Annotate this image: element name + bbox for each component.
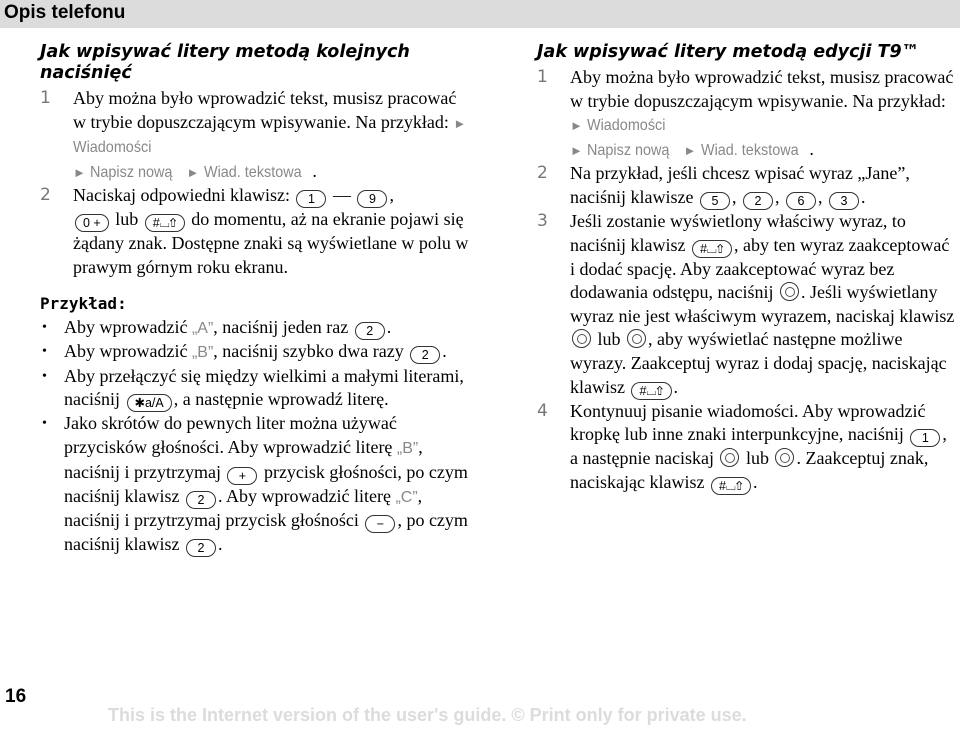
key-0-icon: 0 + [75,214,109,232]
menu-path-item: Napisz nową [90,163,173,181]
step-text: lub [597,329,621,350]
step-text: do momentu, aż na ekranie pojawi się żądany znak. Dostępne znaki są wyświetlane w polu w prawym górnym roku ekranu. [73,209,469,277]
step-text: , a następnie naciskaj [570,424,947,469]
navigation-key-right-icon [780,282,799,301]
step-text: . Jeśli wyświetlany wyraz nie jest właściwym wyrazem, naciskaj klawisz [570,282,955,326]
right-step-1 [537,66,957,162]
navigation-key-down-icon [572,329,591,348]
letter-sample: „B” [396,439,419,457]
menu-path-item: Wiad. tekstowa [700,141,799,159]
navigation-key-up-icon [720,448,739,467]
bullet-text: , po czym naciśnij klawisz [64,510,468,555]
step-text: Na przykład, jeśli chcesz wpisać wyraz „Jane”, naciśnij klawisze [570,163,910,207]
page-header-title: Opis telefonu [4,2,126,23]
header-bar [0,0,960,28]
menu-path-item: Wiadomości [73,139,152,157]
bullet-text: Aby wprowadzić [64,316,188,337]
left-step-2 [40,184,470,279]
punct: . [860,186,866,207]
navigation-key-up-icon [627,329,646,348]
right-column [537,42,957,495]
arrow-right-icon: ► [73,164,86,180]
key-2-icon: 2 [186,491,216,509]
right-step-2 [537,162,957,210]
step-text: , aby ten wyraz zaakceptować i dodać spację. Aby zaakceptować wyraz bez dodawania odstępu, naciśnij [570,234,950,303]
bullet-text: , a następnie wprowadź literę. [173,389,389,410]
punct: . [442,341,447,362]
volume-up-key-icon: + [227,467,257,485]
key-2-icon: 2 [186,539,216,557]
step-text: , aby wyświetlać następne możliwe wyrazy. Zaakceptuj wyraz i dodaj spację, naciskając klawisz [570,329,947,397]
punct: , [389,185,394,206]
volume-down-key-icon: − [365,515,395,533]
step-text: Aby można było wprowadzić tekst, musisz pracować w trybie dopuszczającym wpisywanie. Na przykład: [570,67,954,111]
step-text: Naciskaj odpowiedni klawisz: [73,185,290,206]
dash: — [332,185,351,206]
letter-sample: „A” [191,319,214,337]
step-number: 2 [537,163,548,184]
page-number: 16 [5,686,27,707]
key-1-icon: 1 [296,190,326,208]
punct: . [217,534,223,555]
key-hash-icon: #⌴⇧ [145,214,185,232]
letter-sample: „C” [395,488,418,506]
right-step-3 [537,210,957,400]
bullet-text: , naciśnij i przytrzymaj przycisk głośności [64,485,423,531]
navigation-key-down-icon [775,448,794,467]
bullet-text: Aby przełączyć się między wielkimi a małymi literami, naciśnij [64,365,464,410]
bullet-text: Jako skrótów do pewnych liter można używać przycisków głośności. Aby wprowadzić literę [64,413,397,457]
key-2-icon: 2 [410,346,440,364]
example-bullet [40,340,470,365]
key-1-icon: 1 [910,429,940,447]
punct: . [312,160,317,181]
left-column [40,42,470,557]
bullet-text: . Aby wprowadzić literę [217,485,391,506]
key-2-icon: 2 [743,192,773,210]
step-text: . Zaakceptuj znak, naciskając klawisz [570,448,929,492]
footer-note: This is the Internet version of the user's guide. © Print only for private use. [108,705,747,725]
example-bullet [40,412,470,557]
step-text: Jeśli zostanie wyświetlony właściwy wyraz, to naciśnij klawisz [570,210,906,255]
step-number: 4 [537,400,548,421]
example-bullet [40,365,470,413]
key-9-icon: 9 [357,190,387,208]
menu-path-item: Wiad. tekstowa [203,163,302,181]
arrow-right-icon: ► [683,142,697,158]
arrow-right-icon: ► [570,142,583,158]
step-number: 1 [40,88,51,108]
bullet-text: , naciśnij jeden raz [213,316,349,337]
bullet-text: przycisk głośności, po czym naciśnij klawisz [64,461,468,506]
menu-path-item: Napisz nową [587,141,670,159]
key-5-icon: 5 [700,192,730,210]
punct: , [817,186,823,207]
right-step-4 [537,400,957,495]
left-step-1 [40,87,470,184]
right-heading: Jak wpisywać litery metodą edycji T9™ [537,42,920,62]
arrow-right-icon: ► [570,118,583,134]
step-text: lub [115,209,139,230]
arrow-right-icon: ► [453,115,467,131]
bullet-text: , naciśnij i przytrzymaj [64,436,423,482]
key-star-icon: ✱a/A [127,394,172,412]
example-title: Przykład: [40,293,127,313]
example-bullet [40,316,470,341]
step-text: lub [745,448,769,469]
step-number: 3 [537,210,548,231]
bullet-text: Aby wprowadzić [64,341,188,362]
punct: . [673,376,678,397]
step-number: 2 [40,185,51,206]
key-hash-icon: #⌴⇧ [631,382,671,400]
punct: . [809,138,814,159]
punct: , [774,186,780,207]
punct: . [752,471,758,492]
left-heading: Jak wpisywać litery metodą kolejnych naciśnięć [40,42,410,83]
arrow-right-icon: ► [186,164,200,180]
bullet-text: , naciśnij szybko dwa razy [213,341,404,362]
step-text: Aby można było wprowadzić tekst, musisz pracować w trybie dopuszczającym wpisywanie. Na przykład: [73,88,457,132]
punct: , [731,186,737,207]
key-hash-icon: #⌴⇧ [711,477,751,495]
punct: . [386,316,392,337]
menu-path-item: Wiadomości [587,117,666,135]
key-3-icon: 3 [829,192,859,210]
key-2-icon: 2 [355,322,385,340]
key-6-icon: 6 [786,192,816,210]
letter-sample: „B” [191,344,214,362]
key-hash-icon: #⌴⇧ [692,240,732,258]
step-text: Kontynuuj pisanie wiadomości. Aby wprowadzić kropkę lub inne znaki interpunkcyjne, naciśnij [570,400,926,445]
step-number: 1 [537,67,548,87]
